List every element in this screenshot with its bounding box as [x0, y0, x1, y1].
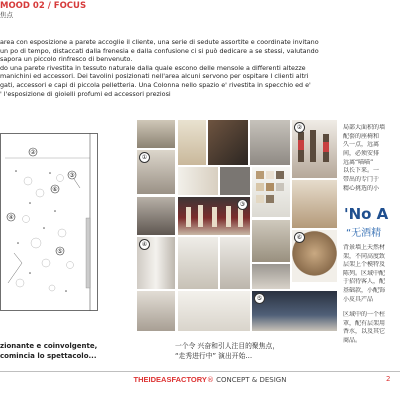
chinese-text-top: 局部大面积的墙 配套的座椅和 久一点，远离 间，必须安排 远离“喵喵” 以长下来。一 带出的专门于 精心挑选的小 — [343, 124, 386, 192]
photo-display — [250, 120, 290, 165]
plan-label: ④ — [8, 214, 14, 222]
brand-registered-mark: ® — [206, 376, 214, 384]
photo-swatches — [252, 167, 290, 217]
photo-table — [252, 264, 290, 289]
photo-floor — [178, 291, 250, 331]
plan-label: ⑥ — [52, 186, 58, 194]
photo-pouf — [292, 230, 337, 282]
footer-divider — [0, 371, 400, 372]
photo-mannequin — [137, 150, 175, 194]
intro-line: un po di tempo, distaccati dalla frenesia e dalla confusione ci si può dedicare a se stessi, valutando — [0, 46, 319, 55]
photo-shop — [178, 167, 218, 195]
page-number: 2 — [386, 375, 391, 383]
italian-caption: zionante e coinvolgente, comincia lo spettacolo... — [0, 342, 98, 360]
chinese-caption: 一个令 兴奋和引人注目的聚焦点， “走秀进行中” 演出开始… — [175, 342, 280, 360]
photo-label: ③ — [237, 199, 248, 210]
page-title: MOOD 02 / FOCUS — [0, 1, 87, 11]
plan-label: ② — [30, 149, 36, 157]
photo-material — [292, 180, 337, 228]
photo-fabric-wall — [137, 120, 175, 148]
intro-paragraph — [0, 38, 400, 98]
intro-line: manichini ed accessori. Dei tavolini posizionati nell'area alcuni servono per ospitare I clienti altri — [0, 72, 309, 81]
brand-tagline: CONCEPT & DESIGN — [216, 376, 287, 384]
photo-window — [292, 120, 337, 178]
photo-label: ② — [294, 122, 305, 133]
photo-runway — [178, 197, 250, 235]
chinese-slogan: “无酒精 — [346, 228, 382, 239]
photo-bag — [137, 197, 175, 235]
plan-label: ③ — [69, 172, 75, 180]
intro-line: area con esposizione a parete accoglie il cliente, una serie di sedute assortite e coordinate invitano — [0, 38, 319, 46]
photo-label: ④ — [139, 239, 150, 250]
photo-stool — [252, 220, 290, 262]
photo-label: ① — [139, 152, 150, 163]
intro-line: sapora un piccolo rinfresco di benvenuto. — [0, 55, 133, 64]
chinese-text-mid: 背景墙上天然材 架，不同高度致 层架上个模特及 陈列。区域中配 于招待客人，配 基础款，小配饰 小皮具产品 — [343, 244, 386, 303]
photo-gray — [220, 167, 250, 195]
plan-label: ⑤ — [57, 248, 63, 256]
photo-wood-texture — [208, 120, 248, 165]
intro-line: ' l'esposizione di gioielli profumi ed accessori preziosi — [0, 89, 171, 98]
intro-line: gati, accessori e capi di piccola pelletteria. Una Colonna nello spazio e' rivestita in specchio ed e' — [0, 80, 311, 89]
footer-brand — [100, 375, 320, 384]
photo-lamp — [178, 237, 218, 289]
brand-logo: THEIDEASFACTORY — [133, 375, 207, 384]
no-alcol-heading: 'No A — [344, 205, 389, 223]
photo-label: ⑥ — [294, 232, 305, 243]
photo-shelf — [220, 237, 250, 289]
photo-column — [137, 237, 175, 289]
photo-interior — [137, 291, 175, 331]
intro-line: do una parete rivestita in tessuto naturale dalla quale escono delle mensole a differenti altezze — [0, 63, 306, 72]
photo-shelves — [178, 120, 206, 165]
floor-plan — [0, 133, 98, 311]
photo-bench — [252, 291, 337, 331]
photo-label: ⑤ — [254, 293, 265, 304]
chinese-text-low: 区域中的一个柱 罩，配有层架用 香水，以及其它 商品。 — [343, 311, 386, 344]
page-subtitle: 焦点 — [0, 11, 13, 19]
